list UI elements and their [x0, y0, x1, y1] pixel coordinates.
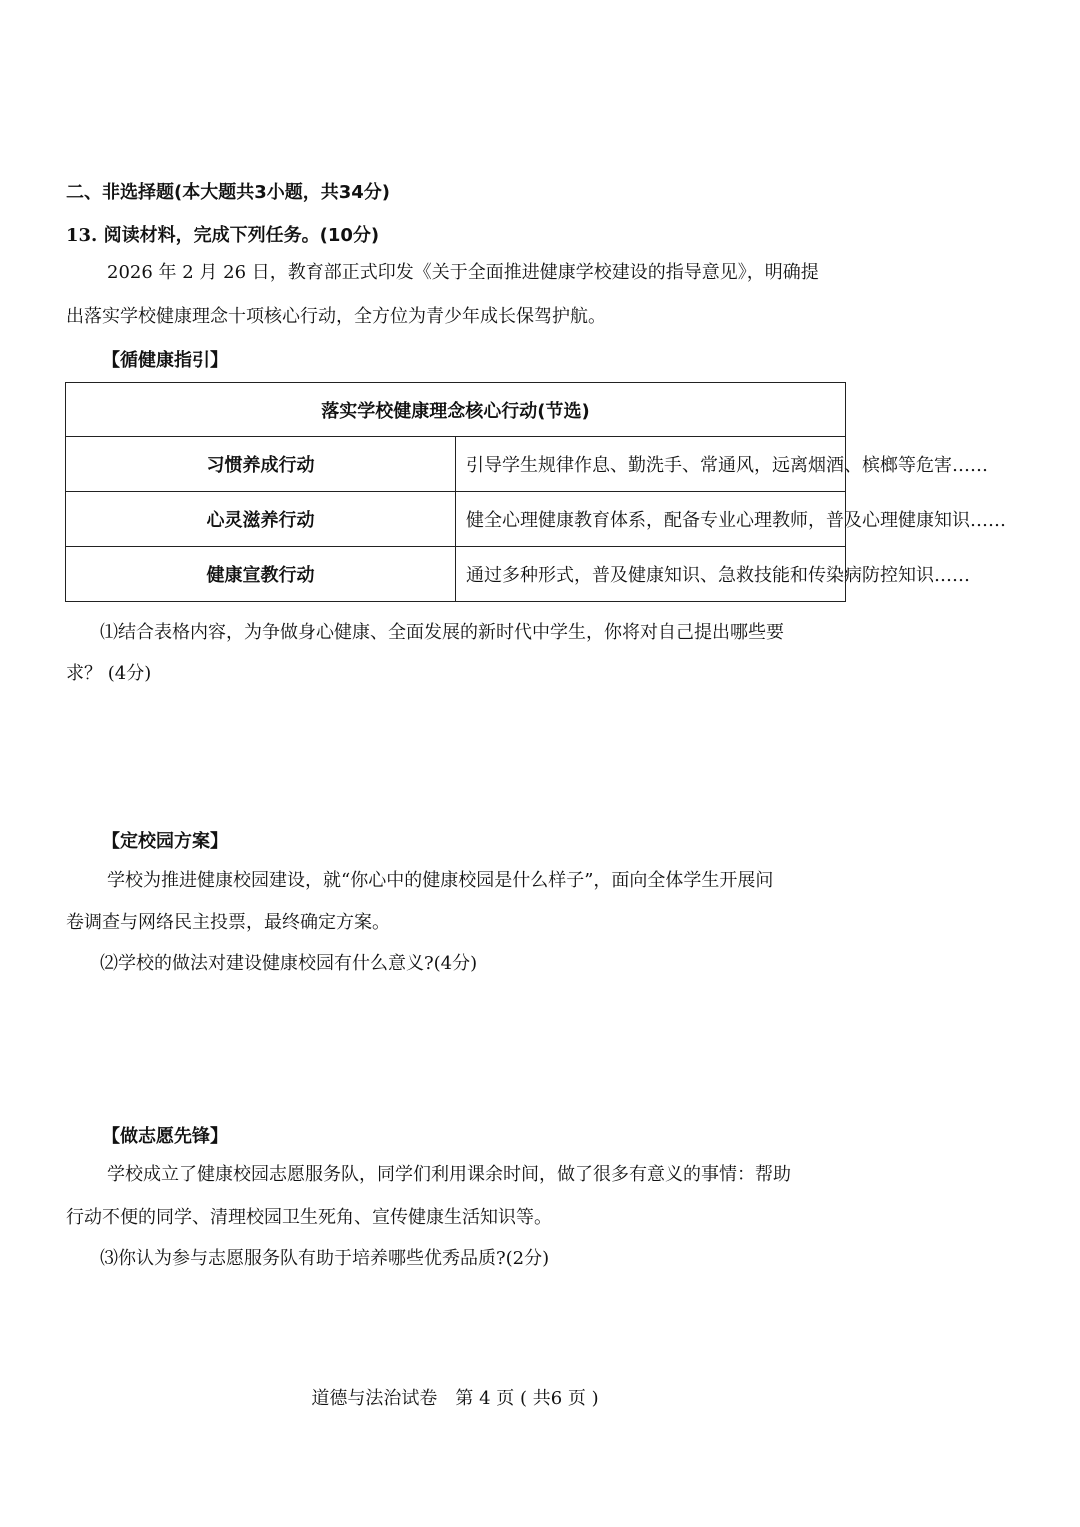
page-footer: 道德与法治试卷 第 4 页 ( 共6 页 ) [311, 1388, 599, 1409]
part2-line-1: 学校为推进健康校园建设，就“你心中的健康校园是什么样子”，面向全体学生开展问 [107, 870, 774, 891]
task-1-line-1: ⑴结合表格内容，为争做身心健康、全面发展的新时代中学生，你将对自己提出哪些要 [100, 622, 784, 643]
core-actions-table [65, 382, 1006, 602]
question-number: 13. [66, 225, 98, 246]
part3-line-1: 学校成立了健康校园志愿服务队，同学们利用课余时间，做了很多有意义的事情：帮助 [107, 1164, 791, 1185]
table-row [66, 547, 846, 602]
section-heading: 二、非选择题(本大题共3小题，共34分) [66, 182, 391, 203]
row-content: 健全心理健康教育体系，配备专业心理教师，普及心理健康知识…… [456, 492, 846, 547]
part3-line-2: 行动不便的同学、清理校园卫生死角、宣传健康生活知识等。 [66, 1207, 552, 1228]
row-content: 引导学生规律作息、勤洗手、常通风，远离烟酒、槟榔等危害…… [456, 437, 846, 492]
task-3: ⑶你认为参与志愿服务队有助于培养哪些优秀品质?(2分) [100, 1248, 550, 1269]
row-label: 心灵滋养行动 [66, 492, 456, 547]
table-row [66, 492, 846, 547]
part2-heading: 【定校园方案】 [102, 831, 228, 852]
row-label: 习惯养成行动 [66, 437, 456, 492]
part3-heading: 【做志愿先锋】 [102, 1126, 228, 1147]
intro-line-1: 2026 年 2 月 26 日，教育部正式印发《关于全面推进健康学校建设的指导意见》，明确提 [107, 262, 819, 283]
task-2: ⑵学校的做法对建设健康校园有什么意义?(4分) [100, 953, 478, 974]
question-prompt: 阅读材料，完成下列任务。(10分) [103, 225, 380, 246]
intro-line-2: 出落实学校健康理念十项核心行动，全方位为青少年成长保驾护航。 [66, 306, 606, 327]
row-label: 健康宣教行动 [66, 547, 456, 602]
row-content: 通过多种形式，普及健康知识、急救技能和传染病防控知识…… [456, 547, 846, 602]
table-row [66, 437, 846, 492]
question-heading [66, 221, 379, 247]
table-title: 落实学校健康理念核心行动(节选) [66, 383, 846, 437]
task-1-line-2: 求？ (4分) [66, 663, 152, 684]
part2-line-2: 卷调查与网络民主投票，最终确定方案。 [66, 912, 390, 933]
part1-heading: 【循健康指引】 [102, 350, 228, 371]
